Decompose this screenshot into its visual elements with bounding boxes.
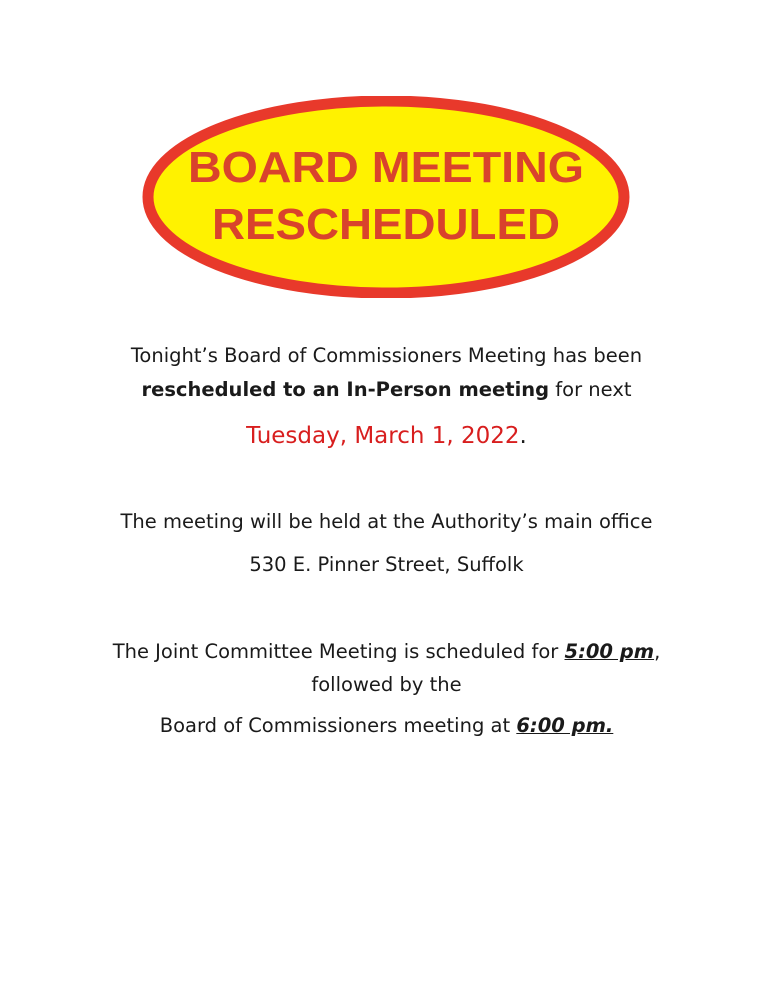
board-meeting-line: Board of Commissioners meeting at 6:00 pm. xyxy=(159,714,614,737)
address-line: 530 E. Pinner Street, Suffolk xyxy=(249,553,524,576)
meeting-date: Tuesday, March 1, 2022. xyxy=(246,423,527,449)
badge-ellipse xyxy=(148,101,624,293)
announcement-line-1: Tonight’s Board of Commissioners Meeting has been xyxy=(130,344,643,367)
board-meeting-time: 6:00 pm. xyxy=(516,714,614,737)
followed-by-line: followed by the xyxy=(311,673,462,696)
joint-committee-time: 5:00 pm xyxy=(564,640,655,663)
location-line: The meeting will be held at the Authority’s main office xyxy=(120,510,653,533)
badge-line-1: BOARD MEETING xyxy=(188,143,584,192)
rescheduled-badge xyxy=(142,96,630,298)
joint-committee-line: The Joint Committee Meeting is scheduled for 5:00 pm, xyxy=(112,640,661,663)
badge-line-2: RESCHEDULED xyxy=(212,200,560,249)
announcement-line-2: rescheduled to an In-Person meeting for next xyxy=(141,378,632,401)
